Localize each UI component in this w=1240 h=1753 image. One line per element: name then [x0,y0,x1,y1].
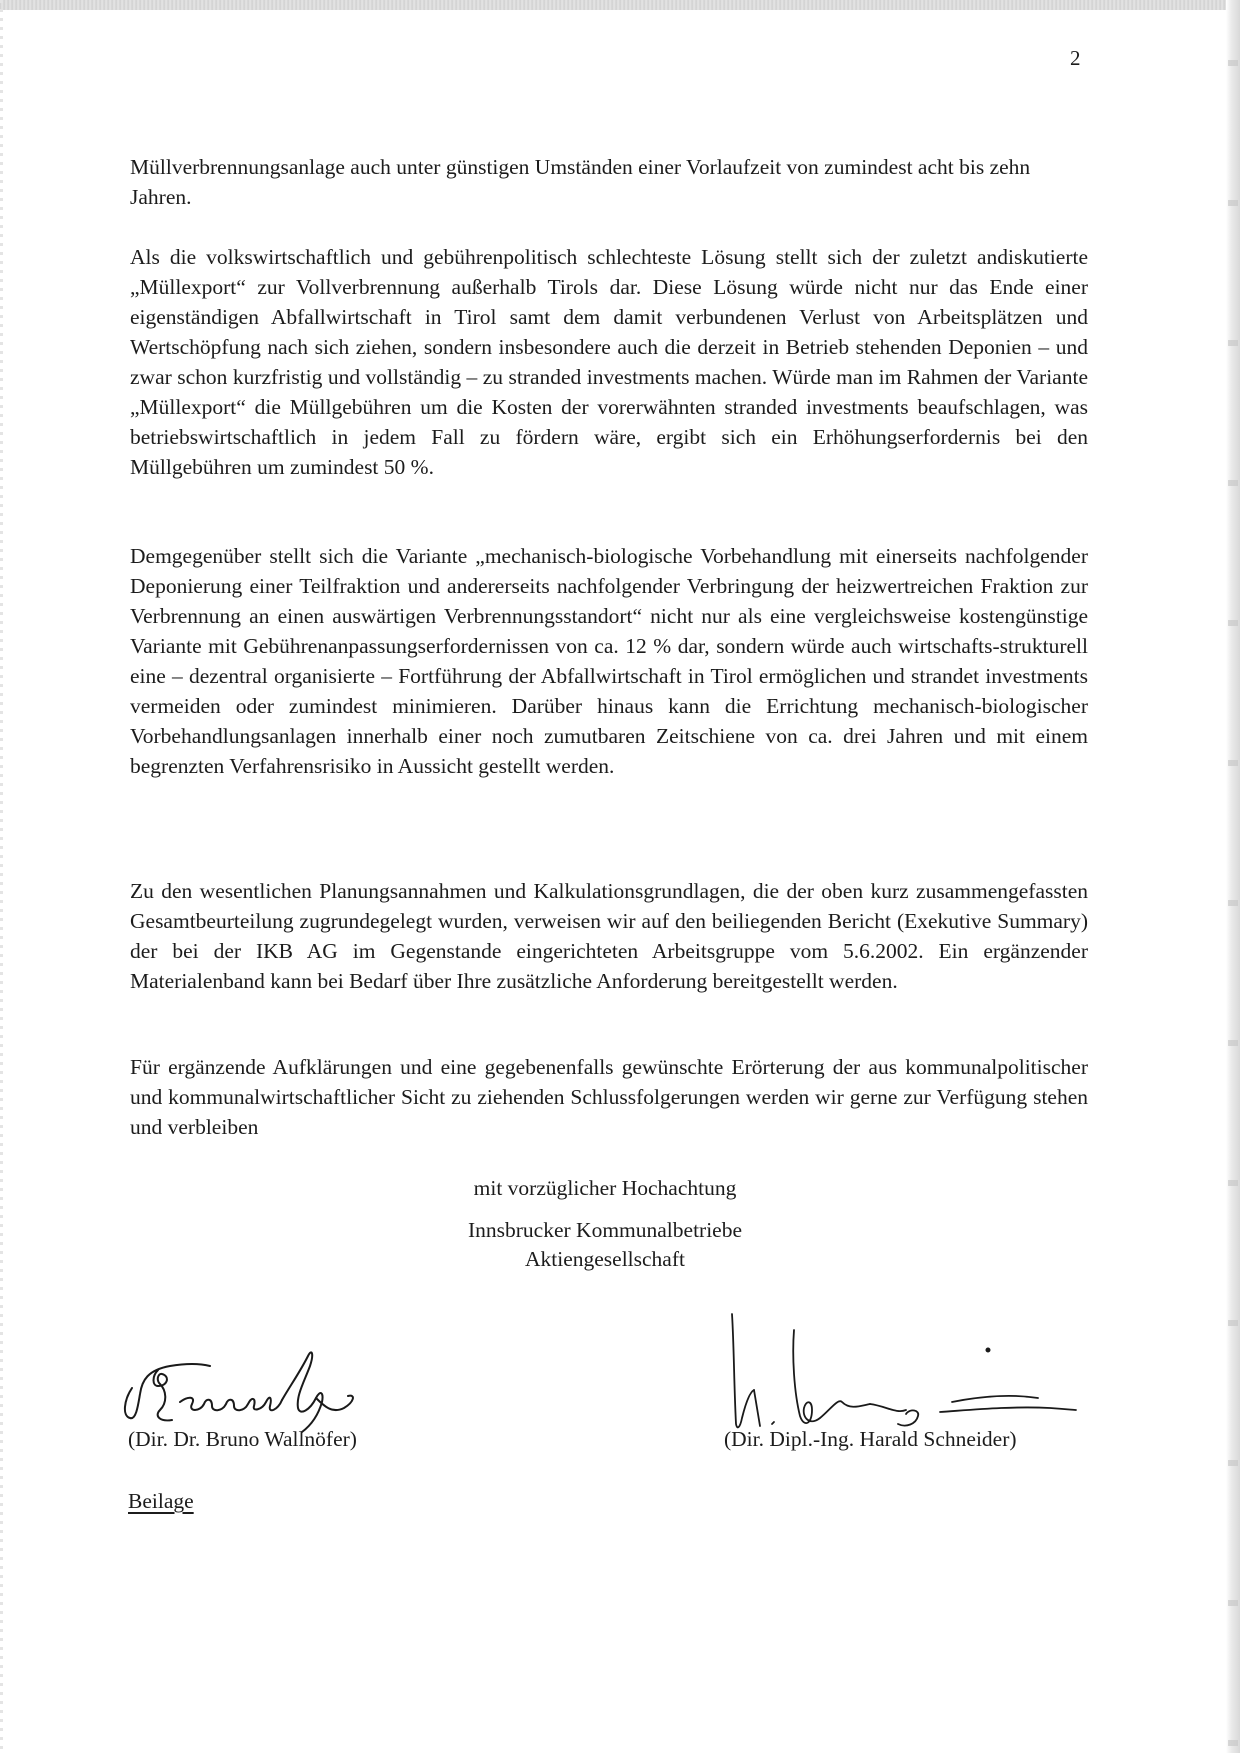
company-block [380,1216,830,1274]
closing-greeting: mit vorzüglicher Hochachtung [473,1176,737,1200]
signature-left [118,1336,438,1436]
paragraph-5: Für ergänzende Aufklärungen und eine gegebenenfalls gewünschte Erörterung der aus kommunalpolitischer und kommunalwirtschaftlicher Sicht zu ziehenden Schlussfolgerungen werden wir gerne zur Verfügung stehen und verbleiben [130,1055,1088,1139]
scan-edge-top [0,0,1240,10]
paragraph-2: Als die volkswirtschaftlich und gebührenpolitisch schlechteste Lösung stellt sich der zuletzt andiskutierte „Müllexport“ zur Vollverbrennung außerhalb Tirols dar. Diese Lösung würde nicht nur das Ende einer eigenständigen Abfallwirtschaft in Tirol samt dem damit verbundenen Verlust von Arbeitsplätzen und Wertschöpfung nach sich ziehen, sondern insbesondere auch die derzeit in Betrieb stehenden Deponien – und zwar schon kurzfristig und vollständig – zu stranded investments machen. Würde man im Rahmen der Variante „Müllexport“ die Müllgebühren um die Kosten der vorerwähnten stranded investments beaufschlagen, was betriebswirtschaftlich in jedem Fall zu fördern wäre, ergibt sich ein Erhöhungserfordernis bei den Müllgebühren um zumindest 50 %. [130,245,1088,479]
page-number: 2 [1070,46,1081,70]
scan-edge-marks [1228,0,1238,1753]
scan-edge-left [0,0,3,1753]
signer-name-left: (Dir. Dr. Bruno Wallnöfer) [128,1427,357,1451]
company-legal-form: Aktiengesellschaft [524,1247,685,1271]
attachment-label: Beilage [128,1489,194,1513]
paragraph-4: Zu den wesentlichen Planungsannahmen und Kalkulationsgrundlagen, die der oben kurz zusammengefassten Gesamtbeurteilung zugrundegelegt wurden, verweisen wir auf den beiliegenden Bericht (Exekutive Summary) der bei der IKB AG im Gegenstande eingerichteten Arbeitsgruppe vom 5.6.2002. Ein ergänzender Materialenband kann bei Bedarf über Ihre zusätzliche Anforderung bereitgestellt werden. [130,879,1088,993]
signer-name-right: (Dir. Dipl.-Ing. Harald Schneider) [724,1427,1017,1451]
paragraph-3: Demgegenüber stellt sich die Variante „mechanisch-biologische Vorbehandlung mit einerseits nachfolgender Deponierung einer Teilfraktion und andererseits nachfolgender Verbringung der heizwertreichen Fraktion zur Verbrennung an einen auswärtigen Verbrennungsstandort“ nicht nur als eine vergleichsweise kostengünstige Variante mit Gebührenanpassungserfordernissen von ca. 12 % dar, sondern würde auch wirtschafts-strukturell eine – dezentral organisierte – Fortführung der Abfallwirtschaft in Tirol ermöglichen und strandet investments vermeiden oder zumindest minimieren. Darüber hinaus kann die Errichtung mechanisch-biologischer Vorbehandlungsanlagen innerhalb einer noch zumutbaren Zeitschiene von ca. drei Jahren und mit einem begrenzten Verfahrensrisiko in Aussicht gestellt werden. [130,544,1088,778]
signature-right [720,1306,1090,1436]
company-name: Innsbrucker Kommunalbetriebe [467,1218,743,1242]
paragraph-1: Müllverbrennungsanlage auch unter günstigen Umständen einer Vorlaufzeit von zumindest acht bis zehn Jahren. [130,155,1031,209]
